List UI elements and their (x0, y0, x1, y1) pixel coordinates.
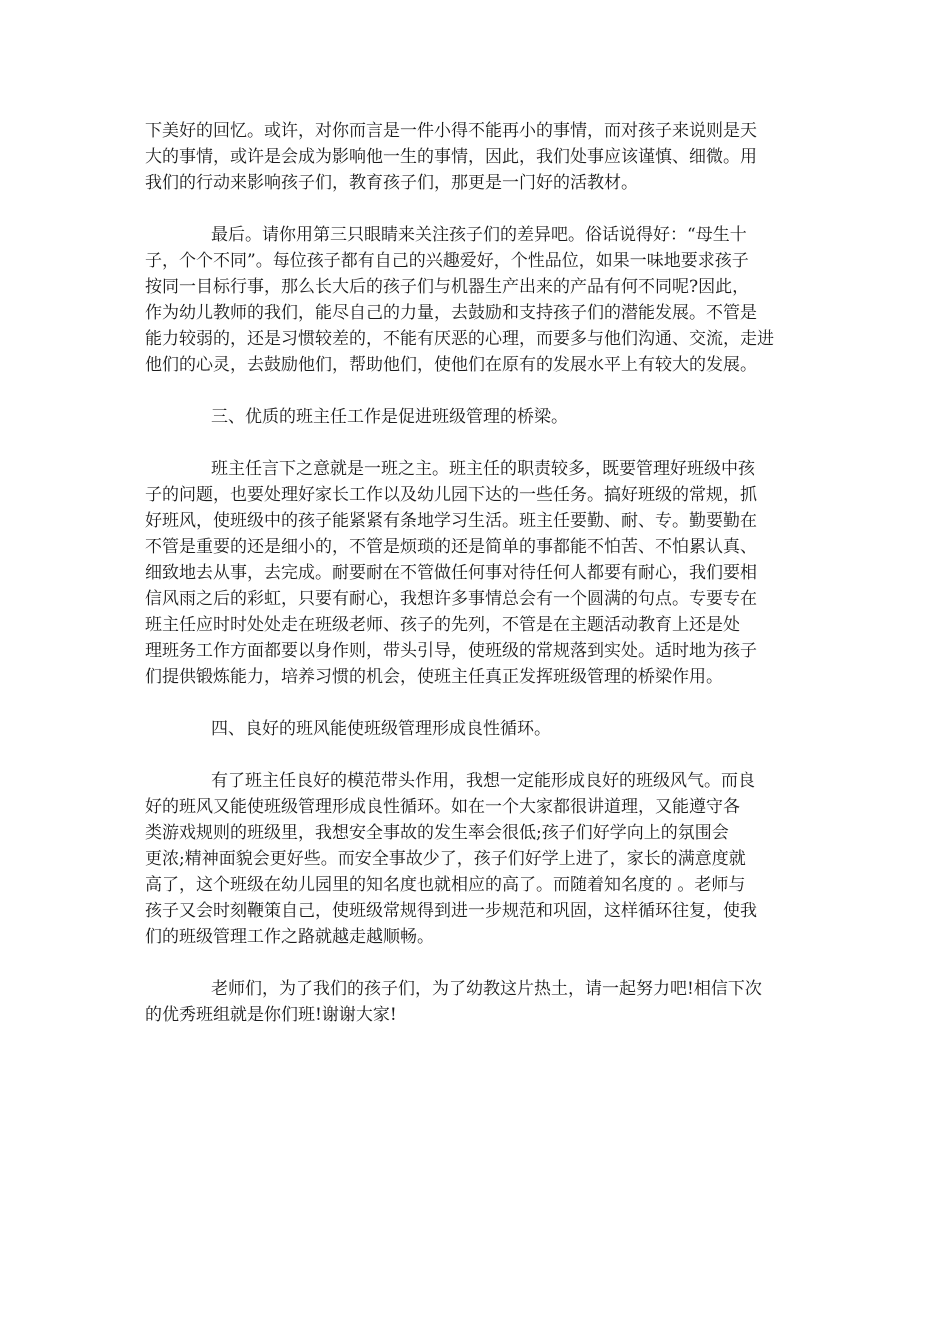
text-line: 类游戏规则的班级里，我想安全事故的发生率会很低;孩子们好学向上的氛围会 (145, 823, 729, 843)
text-line: 们的班级管理工作之路就越走越顺畅。 (145, 927, 434, 947)
text-line: 好班风，使班级中的孩子能紧紧有条地学习生活。班主任要勤、耐、专。勤要勤在 (145, 511, 757, 531)
document-body (145, 118, 809, 1054)
paragraph-class-style (145, 768, 809, 950)
section-heading-three (145, 404, 809, 430)
text-line: 子，个个不同”。每位孩子都有自己的兴趣爱好，个性品位，如果一味地要求孩子 (145, 251, 749, 271)
text-line: 我们的行动来影响孩子们，教育孩子们，那更是一门好的活教材。 (145, 173, 638, 193)
section-heading-four (145, 716, 809, 742)
text-line: 好的班风又能使班级管理形成良性循环。如在一个大家都很讲道理，又能遵守各 (145, 797, 740, 817)
text-line: 理班务工作方面都要以身作则，带头引导，使班级的常规落到实处。适时地为孩子 (145, 641, 757, 661)
text-line: 班主任言下之意就是一班之主。班主任的职责较多，既要管理好班级中孩 (211, 459, 755, 479)
text-line: 的优秀班组就是你们班!谢谢大家! (145, 1005, 397, 1025)
text-line: 最后。请你用第三只眼睛来关注孩子们的差异吧。俗话说得好：“母生十 (211, 225, 747, 245)
text-line: 更浓;精神面貌会更好些。而安全事故少了，孩子们好学上进了，家长的满意度就 (145, 849, 746, 869)
section-heading: 四、良好的班风能使班级管理形成良性循环。 (211, 719, 551, 739)
text-line: 信风雨之后的彩虹，只要有耐心，我想许多事情总会有一个圆满的句点。专要专在 (145, 589, 757, 609)
text-line: 下美好的回忆。或许，对你而言是一件小得不能再小的事情，而对孩子来说则是天 (145, 121, 757, 141)
text-line: 他们的心灵，去鼓励他们，帮助他们，使他们在原有的发展水平上有较大的发展。 (145, 355, 757, 375)
paragraph-head-teacher (145, 456, 809, 690)
text-line: 能力较弱的，还是习惯较差的，不能有厌恶的心理，而要多与他们沟通、交流，走进 (145, 329, 774, 349)
text-line: 孩子又会时刻鞭策自己，使班级常规得到进一步规范和巩固，这样循环往复，使我 (145, 901, 757, 921)
paragraph-differences (145, 222, 809, 378)
paragraph-closing (145, 976, 809, 1028)
paragraph-good-memories (145, 118, 809, 196)
text-line: 子的问题，也要处理好家长工作以及幼儿园下达的一些任务。搞好班级的常规，抓 (145, 485, 757, 505)
text-line: 大的事情，或许是会成为影响他一生的事情，因此，我们处事应该谨慎、细微。用 (145, 147, 757, 167)
text-line: 细致地去从事，去完成。耐要耐在不管做任何事对待任何人都要有耐心，我们要相 (145, 563, 757, 583)
text-line: 作为幼儿教师的我们，能尽自己的力量，去鼓励和支持孩子们的潜能发展。不管是 (145, 303, 757, 323)
text-line: 有了班主任良好的模范带头作用，我想一定能形成良好的班级风气。而良 (211, 771, 755, 791)
text-line: 班主任应时时处处走在班级老师、孩子的先列，不管是在主题活动教育上还是处 (145, 615, 740, 635)
section-heading: 三、优质的班主任工作是促进班级管理的桥梁。 (211, 407, 568, 427)
text-line: 老师们，为了我们的孩子们，为了幼教这片热土，请一起努力吧!相信下次 (211, 979, 762, 999)
text-line: 按同一目标行事，那么长大后的孩子们与机器生产出来的产品有何不同呢?因此， (145, 277, 750, 297)
text-line: 们提供锻炼能力，培养习惯的机会，使班主任真正发挥班级管理的桥梁作用。 (145, 667, 723, 687)
text-line: 高了，这个班级在幼儿园里的知名度也就相应的高了。而随着知名度的 。老师与 (145, 875, 746, 895)
text-line: 不管是重要的还是细小的，不管是烦琐的还是简单的事都能不怕苦、不怕累认真、 (145, 537, 757, 557)
